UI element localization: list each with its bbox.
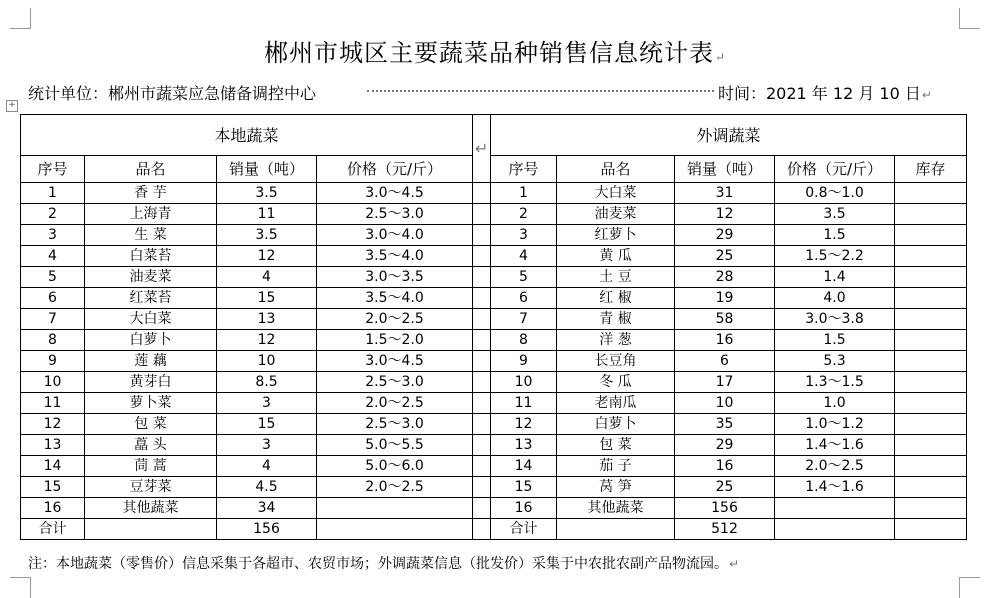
outside-price-cell: 1.5: [775, 225, 895, 246]
paragraph-mark: ↵: [921, 88, 932, 102]
group-header-row: [21, 115, 967, 156]
local-qty-cell: 3.5: [217, 183, 317, 204]
outside-name-cell: 油麦菜: [557, 204, 675, 225]
outside-price-cell: 1.0: [775, 393, 895, 414]
local-total-label: 合计: [21, 519, 85, 540]
outside-no-cell: 9: [491, 351, 557, 372]
outside-name-cell: 其他蔬菜: [557, 498, 675, 519]
local-price-cell: 2.5～3.0: [317, 372, 473, 393]
local-no-cell: 5: [21, 267, 85, 288]
footnote-text: 注：本地蔬菜（零售价）信息采集于各超市、农贸市场；外调蔬菜信息（批发价）采集于中农批农副产品物流园。: [28, 556, 728, 572]
outside-price-cell: 1.3～1.5: [775, 372, 895, 393]
outside-qty-cell: 25: [675, 246, 775, 267]
col-header-local-qty: 销量（吨）: [217, 156, 317, 183]
outside-price-cell: 5.3: [775, 351, 895, 372]
outside-stock-cell: [895, 498, 967, 519]
local-no-cell: 16: [21, 498, 85, 519]
outside-name-cell: 大白菜: [557, 183, 675, 204]
table-move-handle-icon[interactable]: +: [6, 100, 18, 112]
local-qty-cell: 4: [217, 267, 317, 288]
local-total-name-cell: [85, 519, 217, 540]
local-qty-cell: 34: [217, 498, 317, 519]
local-price-cell: 5.0～6.0: [317, 456, 473, 477]
col-header-local-price: 价格（元/斤）: [317, 156, 473, 183]
paragraph-mark: ↵: [729, 557, 740, 571]
local-qty-cell: 3: [217, 393, 317, 414]
outside-stock-cell: [895, 372, 967, 393]
total-row: [21, 519, 967, 540]
local-price-cell: 2.5～3.0: [317, 414, 473, 435]
separator-cell: [473, 414, 491, 435]
local-no-cell: 11: [21, 393, 85, 414]
outside-name-cell: 青 椒: [557, 309, 675, 330]
local-name-cell: 豆芽菜: [85, 477, 217, 498]
separator-cell: [473, 267, 491, 288]
outside-qty-cell: 58: [675, 309, 775, 330]
footnote: [28, 553, 739, 573]
paragraph-mark: ↵: [714, 50, 727, 64]
outside-price-cell: 1.4～1.6: [775, 477, 895, 498]
local-price-cell: 3.0～4.5: [317, 183, 473, 204]
col-header-local-name: 品名: [85, 156, 217, 183]
local-no-cell: 15: [21, 477, 85, 498]
local-no-cell: 3: [21, 225, 85, 246]
outside-qty-cell: 25: [675, 477, 775, 498]
local-price-cell: 3.0～4.5: [317, 351, 473, 372]
local-price-cell: 5.0～5.5: [317, 435, 473, 456]
table-row: [21, 372, 967, 393]
local-name-cell: 茼 蒿: [85, 456, 217, 477]
local-qty-cell: 4: [217, 456, 317, 477]
outside-stock-cell: [895, 351, 967, 372]
outside-no-cell: 15: [491, 477, 557, 498]
outside-no-cell: 14: [491, 456, 557, 477]
col-header-local-no: 序号: [21, 156, 85, 183]
outside-total-label: 合计: [491, 519, 557, 540]
outside-no-cell: 6: [491, 288, 557, 309]
outside-name-cell: 白萝卜: [557, 414, 675, 435]
separator-cell: [473, 393, 491, 414]
local-price-cell: 2.5～3.0: [317, 204, 473, 225]
outside-qty-cell: 35: [675, 414, 775, 435]
outside-stock-cell: [895, 393, 967, 414]
date-text: 时间：2021 年 12 月 10 日: [718, 84, 921, 103]
outside-qty-cell: 16: [675, 330, 775, 351]
outside-price-cell: 1.4～1.6: [775, 435, 895, 456]
outside-stock-cell: [895, 309, 967, 330]
outside-no-cell: 8: [491, 330, 557, 351]
outside-no-cell: 16: [491, 498, 557, 519]
outside-stock-cell: [895, 246, 967, 267]
separator-cell: [473, 498, 491, 519]
outside-stock-cell: [895, 435, 967, 456]
page-corner-mark: [10, 8, 31, 29]
outside-stock-cell: [895, 288, 967, 309]
local-name-cell: 黄芽白: [85, 372, 217, 393]
outside-qty-cell: 19: [675, 288, 775, 309]
local-qty-cell: 12: [217, 330, 317, 351]
outside-group-header: 外调蔬菜: [491, 115, 967, 156]
outside-qty-cell: 16: [675, 456, 775, 477]
outside-qty-cell: 6: [675, 351, 775, 372]
outside-total-price-cell: [775, 519, 895, 540]
outside-name-cell: 黄 瓜: [557, 246, 675, 267]
table-row: [21, 330, 967, 351]
local-name-cell: 生 菜: [85, 225, 217, 246]
local-qty-cell: 11: [217, 204, 317, 225]
separator-cell: [473, 330, 491, 351]
local-price-cell: 3.0～4.0: [317, 225, 473, 246]
outside-price-cell: 1.0～1.2: [775, 414, 895, 435]
local-qty-cell: 4.5: [217, 477, 317, 498]
outside-no-cell: 2: [491, 204, 557, 225]
outside-stock-cell: [895, 183, 967, 204]
outside-stock-cell: [895, 330, 967, 351]
dotted-leader: [367, 90, 714, 92]
outside-no-cell: 13: [491, 435, 557, 456]
local-name-cell: 红菜苔: [85, 288, 217, 309]
outside-no-cell: 10: [491, 372, 557, 393]
local-no-cell: 13: [21, 435, 85, 456]
local-name-cell: 油麦菜: [85, 267, 217, 288]
local-total-price-cell: [317, 519, 473, 540]
outside-name-cell: 冬 瓜: [557, 372, 675, 393]
outside-qty-cell: 29: [675, 225, 775, 246]
outside-stock-cell: [895, 225, 967, 246]
local-price-cell: 3.5～4.0: [317, 246, 473, 267]
outside-no-cell: 12: [491, 414, 557, 435]
outside-name-cell: 莴 笋: [557, 477, 675, 498]
local-name-cell: 藠 头: [85, 435, 217, 456]
separator-cell: [473, 225, 491, 246]
outside-price-cell: 1.5: [775, 330, 895, 351]
local-qty-cell: 10: [217, 351, 317, 372]
local-no-cell: 14: [21, 456, 85, 477]
local-price-cell: 2.0～2.5: [317, 393, 473, 414]
table-row: [21, 435, 967, 456]
col-header-outside-name: 品名: [557, 156, 675, 183]
local-no-cell: 4: [21, 246, 85, 267]
outside-stock-cell: [895, 477, 967, 498]
local-name-cell: 其他蔬菜: [85, 498, 217, 519]
outside-qty-cell: 17: [675, 372, 775, 393]
outside-qty-cell: 156: [675, 498, 775, 519]
outside-name-cell: 包 菜: [557, 435, 675, 456]
local-no-cell: 6: [21, 288, 85, 309]
local-name-cell: 莲 藕: [85, 351, 217, 372]
table-body: [21, 115, 967, 540]
table-row: [21, 309, 967, 330]
outside-qty-cell: 12: [675, 204, 775, 225]
separator-cell: [473, 372, 491, 393]
outside-qty-cell: 29: [675, 435, 775, 456]
separator-cell: [473, 456, 491, 477]
local-price-cell: 3.0～3.5: [317, 267, 473, 288]
separator-cell: [473, 435, 491, 456]
statistics-date: [718, 81, 932, 104]
outside-no-cell: 11: [491, 393, 557, 414]
local-no-cell: 1: [21, 183, 85, 204]
separator-column: ↵: [473, 115, 491, 183]
separator-cell: [473, 204, 491, 225]
separator-cell: [473, 519, 491, 540]
outside-stock-cell: [895, 414, 967, 435]
statistics-unit: [28, 81, 316, 104]
table-row: [21, 288, 967, 309]
outside-price-cell: 0.8～1.0: [775, 183, 895, 204]
local-no-cell: 10: [21, 372, 85, 393]
outside-price-cell: 1.5～2.2: [775, 246, 895, 267]
outside-name-cell: 老南瓜: [557, 393, 675, 414]
local-name-cell: 包 菜: [85, 414, 217, 435]
outside-qty-cell: 10: [675, 393, 775, 414]
outside-no-cell: 7: [491, 309, 557, 330]
outside-total-qty: 512: [675, 519, 775, 540]
col-header-outside-stock: 库存: [895, 156, 967, 183]
col-header-outside-no: 序号: [491, 156, 557, 183]
outside-total-name-cell: [557, 519, 675, 540]
local-price-cell: 2.0～2.5: [317, 309, 473, 330]
local-name-cell: 大白菜: [85, 309, 217, 330]
table-row: [21, 477, 967, 498]
col-header-outside-price: 价格（元/斤）: [775, 156, 895, 183]
local-name-cell: 上海青: [85, 204, 217, 225]
outside-price-cell: [775, 498, 895, 519]
separator-cell: [473, 288, 491, 309]
outside-name-cell: 洋 葱: [557, 330, 675, 351]
local-price-cell: 3.5～4.0: [317, 288, 473, 309]
local-price-cell: 1.5～2.0: [317, 330, 473, 351]
separator-cell: [473, 477, 491, 498]
page-corner-mark: [959, 8, 980, 29]
outside-qty-cell: 28: [675, 267, 775, 288]
table-row: [21, 204, 967, 225]
outside-name-cell: 土 豆: [557, 267, 675, 288]
local-name-cell: 白萝卜: [85, 330, 217, 351]
outside-price-cell: 4.0: [775, 288, 895, 309]
column-header-row: [21, 156, 967, 183]
outside-price-cell: 1.4: [775, 267, 895, 288]
local-name-cell: 白菜苔: [85, 246, 217, 267]
local-no-cell: 9: [21, 351, 85, 372]
outside-name-cell: 茄 子: [557, 456, 675, 477]
sales-table: [20, 114, 967, 540]
outside-price-cell: 2.0～2.5: [775, 456, 895, 477]
table-row: [21, 498, 967, 519]
local-qty-cell: 8.5: [217, 372, 317, 393]
separator-cell: [473, 351, 491, 372]
local-qty-cell: 15: [217, 288, 317, 309]
table-row: [21, 225, 967, 246]
outside-total-stock-cell: [895, 519, 967, 540]
local-name-cell: 萝卜菜: [85, 393, 217, 414]
title-text: 郴州市城区主要蔬菜品种销售信息统计表: [263, 39, 714, 67]
local-no-cell: 2: [21, 204, 85, 225]
page-corner-mark: [959, 577, 980, 598]
table-row: [21, 246, 967, 267]
outside-name-cell: 长豆角: [557, 351, 675, 372]
local-total-qty: 156: [217, 519, 317, 540]
local-qty-cell: 3.5: [217, 225, 317, 246]
table-row: [21, 414, 967, 435]
outside-stock-cell: [895, 204, 967, 225]
local-group-header: 本地蔬菜: [21, 115, 473, 156]
outside-stock-cell: [895, 456, 967, 477]
outside-no-cell: 5: [491, 267, 557, 288]
outside-name-cell: 红萝卜: [557, 225, 675, 246]
table-row: [21, 456, 967, 477]
local-name-cell: 香 芋: [85, 183, 217, 204]
separator-cell: [473, 183, 491, 204]
unit-text: 统计单位：郴州市蔬菜应急储备调控中心: [28, 84, 317, 103]
local-qty-cell: 12: [217, 246, 317, 267]
outside-no-cell: 1: [491, 183, 557, 204]
table-row: [21, 267, 967, 288]
col-header-outside-qty: 销量（吨）: [675, 156, 775, 183]
local-no-cell: 7: [21, 309, 85, 330]
local-no-cell: 8: [21, 330, 85, 351]
local-qty-cell: 13: [217, 309, 317, 330]
outside-name-cell: 红 椒: [557, 288, 675, 309]
local-price-cell: 2.0～2.5: [317, 477, 473, 498]
local-qty-cell: 3: [217, 435, 317, 456]
outside-qty-cell: 31: [675, 183, 775, 204]
outside-no-cell: 3: [491, 225, 557, 246]
table-row: [21, 351, 967, 372]
outside-no-cell: 4: [491, 246, 557, 267]
outside-price-cell: 3.0～3.8: [775, 309, 895, 330]
separator-cell: [473, 246, 491, 267]
local-qty-cell: 15: [217, 414, 317, 435]
local-no-cell: 12: [21, 414, 85, 435]
page-corner-mark: [10, 577, 31, 598]
local-price-cell: [317, 498, 473, 519]
separator-cell: [473, 309, 491, 330]
table-row: [21, 393, 967, 414]
document-title: [0, 33, 990, 68]
outside-stock-cell: [895, 267, 967, 288]
table-row: [21, 183, 967, 204]
outside-price-cell: 3.5: [775, 204, 895, 225]
